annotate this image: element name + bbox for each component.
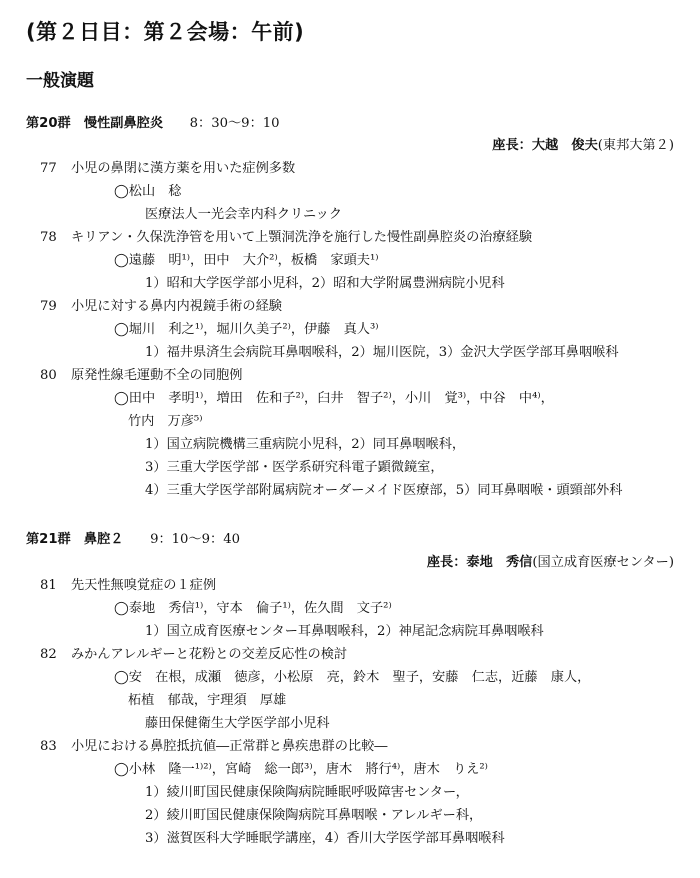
group-20-chair — [492, 139, 674, 152]
talk-80-title: 原発性線毛運動不全の同胞例 — [71, 368, 243, 383]
talk-80-affiliation: 4）三重大学医学部附属病院オーダーメイド医療部，5）同耳鼻咽喉・頭頸部外科 — [145, 483, 623, 498]
talk-77-title: 小児の鼻閉に漢方薬を用いた症例多数 — [71, 161, 296, 176]
talk-80-authors: ◯田中 孝明¹⁾，増田 佐和子²⁾，臼井 智子²⁾，小川 覚³⁾，中谷 中⁴⁾， — [114, 391, 554, 406]
page-title: (第２日目：第２会場：午前) — [26, 20, 305, 44]
talk-78-title: キリアン・久保洗浄管を用いて上顎洞洗浄を施行した慢性副鼻腔炎の治療経験 — [71, 230, 533, 245]
talk-83-affiliation: 2）綾川町国民健康保険陶病院耳鼻咽喉・アレルギー科， — [145, 808, 483, 823]
talk-79-authors: ◯堀川 利之¹⁾，堀川久美子²⁾，伊藤 真人³⁾ — [114, 322, 379, 337]
talk-82-title: みかんアレルギーと花粉との交差反応性の検討 — [71, 647, 348, 662]
talk-79-number: 79 — [40, 299, 57, 314]
talk-83-authors: ◯小林 隆一¹⁾²⁾，宮崎 総一郎³⁾，唐木 將行⁴⁾，唐木 りえ²⁾ — [114, 762, 488, 777]
group-time: 9：10〜9：40 — [150, 532, 240, 547]
talk-79-affiliation: 1）福井県済生会病院耳鼻咽喉科，2）堀川医院，3）金沢大学医学部耳鼻咽喉科 — [145, 345, 619, 360]
talk-78-authors: ◯遠藤 明¹⁾，田中 大介²⁾，板橋 家頭夫¹⁾ — [114, 253, 379, 268]
talk-83-affiliation: 3）滋賀医科大学睡眠学講座，4）香川大学医学部耳鼻咽喉科 — [145, 831, 505, 846]
talk-83-affiliation: 1）綾川町国民健康保険陶病院睡眠呼吸障害センター， — [145, 785, 469, 800]
talk-78-affiliation: 1）昭和大学医学部小児科，2）昭和大学附属豊洲病院小児科 — [145, 276, 505, 291]
chair-name: 座長：泰地 秀信 — [426, 555, 533, 570]
talk-81-number: 81 — [40, 578, 57, 593]
chair-name: 座長：大越 俊夫 — [492, 138, 598, 153]
talk-83-number: 83 — [40, 739, 57, 754]
talk-77-authors: ◯松山 稔 — [114, 184, 182, 199]
talk-82-number: 82 — [40, 647, 57, 662]
talk-80-affiliation: 1）国立病院機構三重病院小児科，2）同耳鼻咽喉科， — [145, 437, 466, 452]
talk-78-number: 78 — [40, 230, 57, 245]
talk-79-title: 小児に対する鼻内内視鏡手術の経験 — [71, 299, 282, 314]
talk-81-title: 先天性無嗅覚症の１症例 — [71, 578, 217, 593]
chair-affiliation: (国立成育医療センター) — [532, 555, 674, 570]
talk-80-number: 80 — [40, 368, 57, 383]
group-label: 第21群 鼻腔２ — [26, 532, 124, 547]
talk-82-affiliation: 藤田保健衛生大学医学部小児科 — [145, 716, 330, 731]
group-21-chair — [427, 556, 674, 569]
talk-82-authors-cont: 柘植 郁哉，宇理須 厚雄 — [128, 693, 287, 708]
group-21-title — [26, 533, 240, 546]
talk-83-title: 小児における鼻腔抵抗値―正常群と鼻疾患群の比較― — [71, 739, 388, 754]
group-time: 8：30〜9：10 — [189, 116, 280, 131]
section-heading: 一般演題 — [26, 71, 94, 91]
talk-82-authors: ◯安 在根，成瀬 徳彦，小松原 亮，鈴木 聖子，安藤 仁志，近藤 康人， — [114, 670, 591, 685]
group-20-title — [26, 117, 280, 130]
chair-affiliation: (東邦大第２) — [597, 138, 674, 153]
talk-80-affiliation: 3）三重大学医学部・医学系研究科電子顕微鏡室， — [145, 460, 444, 475]
talk-77-number: 77 — [40, 161, 57, 176]
talk-77-affiliation: 医療法人一光会幸内科クリニック — [145, 207, 343, 222]
group-label: 第20群 慢性副鼻腔炎 — [26, 116, 164, 131]
talk-81-affiliation: 1）国立成育医療センター耳鼻咽喉科，2）神尾記念病院耳鼻咽喉科 — [145, 624, 544, 639]
talk-80-authors-cont: 竹内 万彦⁵⁾ — [128, 414, 203, 429]
talk-81-authors: ◯泰地 秀信¹⁾，守本 倫子¹⁾，佐久間 文子²⁾ — [114, 601, 392, 616]
